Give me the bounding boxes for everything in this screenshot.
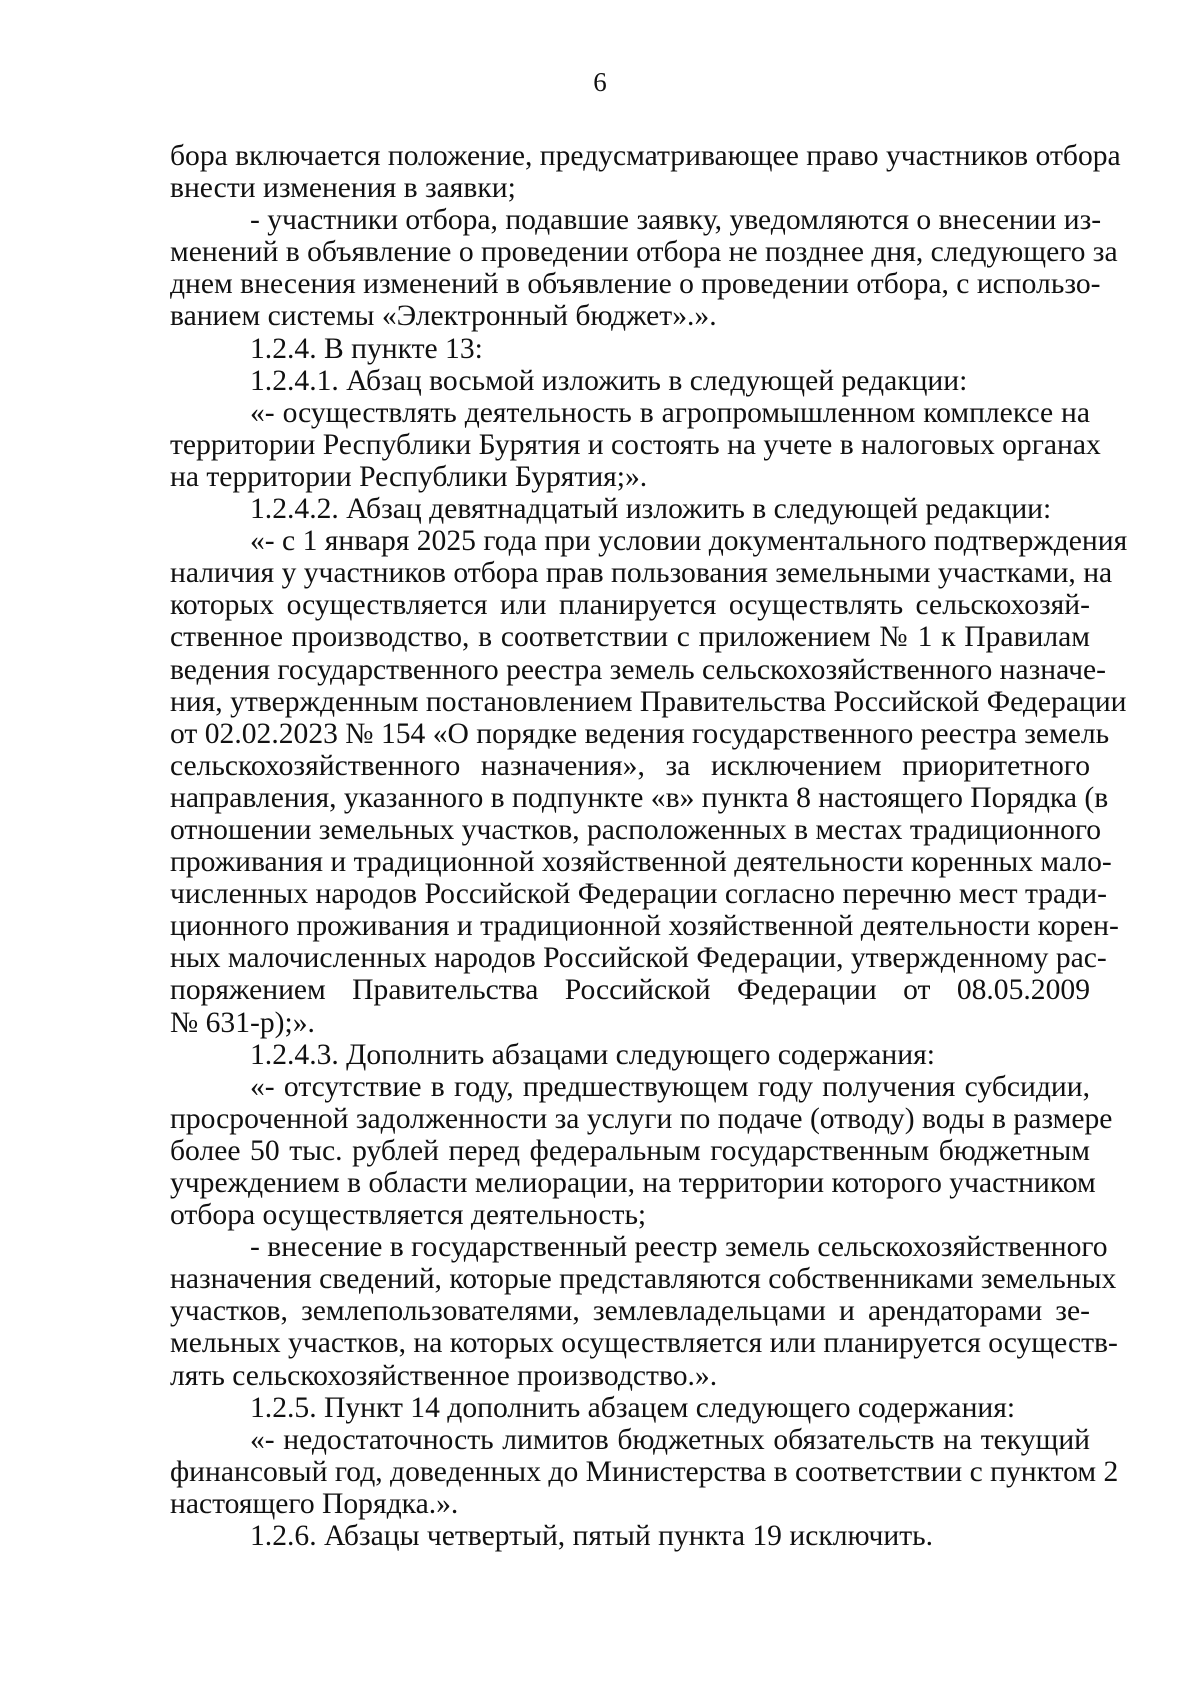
text-line: «- недостаточность лимитов бюджетных обязательств на текущий [250, 1423, 1090, 1456]
text-line: участков, землепользователями, землевладельцами и арендаторами зе- [170, 1295, 1090, 1328]
text-line: наличия у участников отбора прав пользования земельными участками, на [170, 557, 1113, 590]
text-line: отношении земельных участков, расположенных в местах традиционного [170, 813, 1102, 846]
text-line: просроченной задолженности за услуги по подаче (отводу) воды в размере [170, 1102, 1113, 1135]
text-line: № 631-р);». [170, 1006, 315, 1039]
text-line: 1.2.4.1. Абзац восьмой изложить в следующей редакции: [250, 364, 968, 397]
text-line: днем внесения изменений в объявление о проведении отбора, с использо- [170, 268, 1101, 301]
text-line: проживания и традиционной хозяйственной деятельности коренных мало- [170, 846, 1112, 879]
text-line: ния, утвержденным постановлением Правительства Российской Федерации [170, 685, 1127, 718]
text-line: 1.2.5. Пункт 14 дополнить абзацем следующего содержания: [250, 1391, 1016, 1424]
text-line: от 02.02.2023 № 154 «О порядке ведения государственного реестра земель [170, 717, 1110, 750]
text-line: поряжением Правительства Российской Федерации от 08.05.2009 [170, 974, 1090, 1007]
text-line: сельскохозяйственного назначения», за исключением приоритетного [170, 749, 1090, 782]
text-line: «- осуществлять деятельность в агропромышленном комплексе на [250, 396, 1090, 429]
text-line: 1.2.4.3. Дополнить абзацами следующего содержания: [250, 1038, 935, 1071]
document-body [170, 140, 1128, 1553]
text-line: бора включается положение, предусматривающее право участников отбора [170, 140, 1121, 172]
text-line: ведения государственного реестра земель сельскохозяйственного назначе- [170, 653, 1106, 686]
text-line: ственное производство, в соответствии с приложением № 1 к Правилам [170, 621, 1090, 654]
text-line: отбора осуществляется деятельность; [170, 1199, 647, 1232]
text-line: на территории Республики Бурятия;». [170, 460, 648, 493]
text-line: назначения сведений, которые представляются собственниками земельных [170, 1263, 1117, 1296]
text-line: «- отсутствие в году, предшествующем году получения субсидии, [250, 1070, 1090, 1103]
text-line: «- с 1 января 2025 года при условии документального подтверждения [250, 525, 1128, 558]
text-line: ционного проживания и традиционной хозяйственной деятельности корен- [170, 910, 1119, 943]
text-line: которых осуществляется или планируется осуществлять сельскохозяй- [170, 589, 1090, 622]
text-line: учреждением в области мелиорации, на территории которого участником [170, 1167, 1096, 1199]
text-line: направления, указанного в подпункте «в» пункта 8 настоящего Порядка (в [170, 781, 1109, 814]
text-line: более 50 тыс. рублей перед федеральным государственным бюджетным [170, 1134, 1090, 1167]
text-line: ванием системы «Электронный бюджет».». [170, 300, 717, 333]
text-line: 1.2.4. В пункте 13: [250, 332, 483, 365]
text-line: менений в объявление о проведении отбора не позднее дня, следующего за [170, 236, 1118, 269]
text-line: 1.2.4.2. Абзац девятнадцатый изложить в следующей редакции: [250, 493, 1052, 526]
text-line: численных народов Российской Федерации согласно перечню мест тради- [170, 878, 1107, 911]
text-line: лять сельскохозяйственное производство.». [170, 1359, 718, 1392]
text-line: финансовый год, доведенных до Министерства в соответствии с пунктом 2 [170, 1455, 1119, 1488]
text-line: - участники отбора, подавшие заявку, уведомляются о внесении из- [250, 204, 1102, 237]
text-line: ных малочисленных народов Российской Федерации, утвержденному рас- [170, 942, 1107, 975]
text-line: - внесение в государственный реестр земель сельскохозяйственного [250, 1231, 1108, 1264]
text-line: 1.2.6. Абзацы четвертый, пятый пункта 19 исключить. [250, 1520, 934, 1553]
page-number: 6 [593, 67, 607, 97]
text-line: внести изменения в заявки; [170, 172, 516, 205]
text-line: настоящего Порядка.». [170, 1487, 459, 1520]
text-line: территории Республики Бурятия и состоять на учете в налоговых органах [170, 428, 1101, 461]
text-line: мельных участков, на которых осуществляется или планируется осуществ- [170, 1327, 1118, 1360]
